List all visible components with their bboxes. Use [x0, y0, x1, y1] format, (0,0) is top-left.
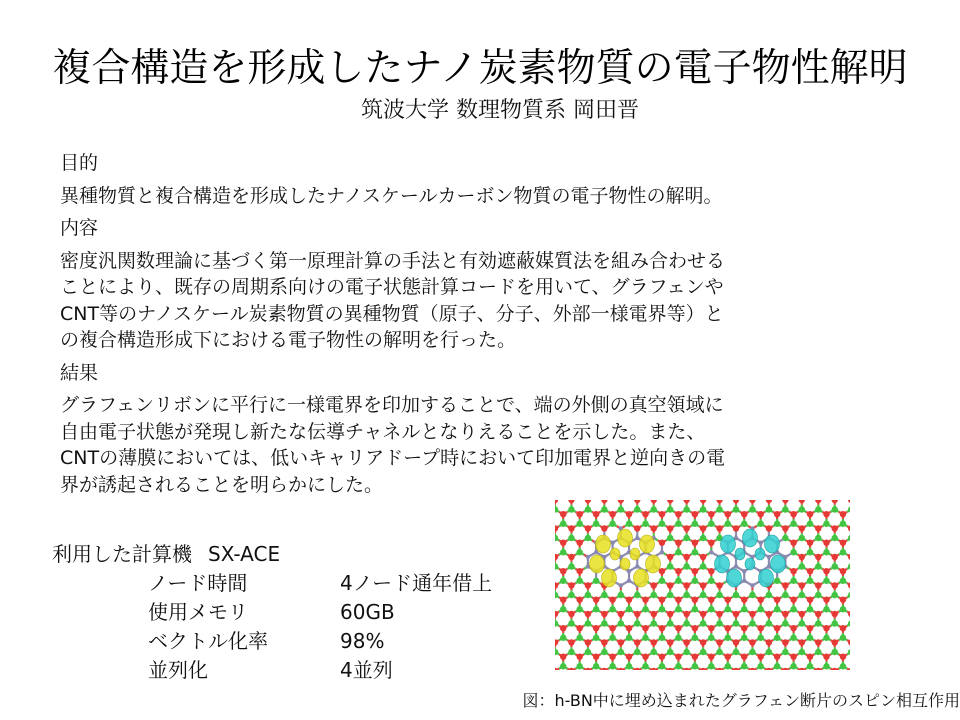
spec-value: 4並列: [340, 658, 393, 682]
text-line: の複合構造形成下における電子物性の解明を行った。: [60, 329, 517, 351]
author-affiliation: 筑波大学 数理物質系 岡田晋: [361, 98, 639, 123]
text-line: 界が誘起されることを明らかにした。: [60, 473, 384, 496]
section-heading-results: 結果: [60, 361, 99, 384]
spec-row-node-time: [148, 569, 492, 597]
body-text: [60, 150, 906, 504]
spec-key: ノード時間: [148, 571, 248, 595]
text-line: 密度汎関数理論に基づく第一原理計算の手法と有効遮蔽媒質法を組み合わせる: [60, 249, 726, 272]
text-line: CNTの薄膜においては、低いキャリアドープ時において印加電界と逆向きの電: [60, 447, 726, 469]
computer-name: SX-ACE: [208, 542, 281, 566]
spec-value: 98%: [340, 629, 385, 653]
spec-row-memory: [148, 598, 395, 626]
spec-key: 並列化: [148, 658, 208, 682]
spec-key: 使用メモリ: [148, 600, 248, 624]
computer-heading: [52, 540, 296, 568]
section-body-purpose: [60, 183, 906, 210]
text-line: 異種物質と複合構造を形成したナノスケールカーボン物質の電子物性の解明。: [60, 184, 723, 207]
page-title: 複合構造を形成したナノ炭素物質の電子物性解明: [52, 46, 908, 91]
section-heading-content: 内容: [60, 217, 99, 239]
text-line: ことにより、既存の周期系向けの電子状態計算コードを用いて、グラフェンや: [60, 276, 724, 298]
section-body-results: [60, 392, 906, 498]
spec-row-vectorization: [148, 627, 384, 655]
spec-key: ベクトル化率: [148, 629, 268, 653]
lattice-figure: [555, 500, 850, 670]
spec-row-parallel: [148, 656, 393, 684]
text-line: 自由電子状態が発現し新たな伝導チャネルとなりえることを示した。また、: [60, 420, 706, 443]
lattice-svg: [555, 500, 850, 670]
text-line: グラフェンリボンに平行に一様電界を印加することで、端の外側の真空領域に: [60, 394, 724, 416]
text-line: CNT等のナノスケール炭素物質の異種物質（原子、分子、外部一様電界等）と: [60, 302, 724, 325]
computer-label: 利用した計算機: [52, 542, 192, 566]
spec-value: 4ノード通年借上: [340, 571, 493, 595]
spec-value: 60GB: [340, 600, 395, 624]
section-heading-purpose: 目的: [60, 152, 99, 174]
section-body-content: [60, 248, 906, 354]
figure-caption: 図：h-BN中に埋め込まれたグラフェン断片のスピン相互作用: [522, 691, 960, 710]
